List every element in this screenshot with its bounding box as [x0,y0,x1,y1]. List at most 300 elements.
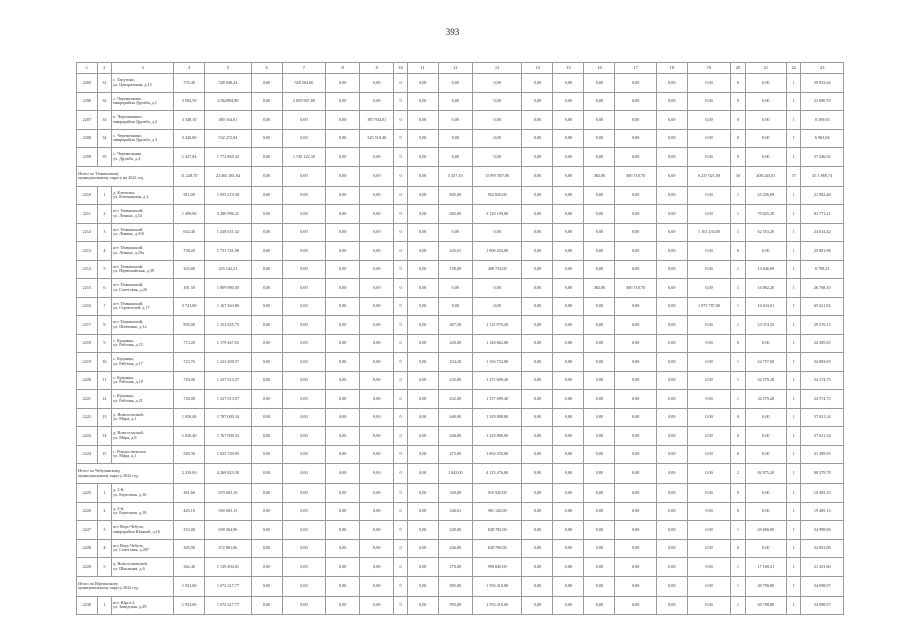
table-cell: 0 [731,502,745,521]
table-cell: 0,00 [745,408,786,427]
table-cell: пгт Тёмкинский, ул. Ленина, д.316 [112,223,174,242]
table-cell: 0,00 [553,74,584,93]
table-cell: 0,00 [282,166,325,186]
table-cell: 9 [97,334,111,353]
table-cell: 0,00 [407,484,438,503]
table-cell: пгт Тёмкинский, ул. Строителей, д.17 [112,297,174,316]
table-cell: 0 [731,74,745,93]
table-cell: 0,00 [251,427,282,446]
table-cell: 0 [731,484,745,503]
table-cell: 2211 [77,205,98,224]
table-cell: 0,00 [584,371,615,390]
table-cell: 0,00 [656,596,687,615]
subtotal-label: Итого по Тёмкинскому муниципальному округу на 2022 год [77,166,174,186]
table-cell: 0,00 [251,74,282,93]
table-cell: 0,00 [282,576,325,596]
table-cell: 0,00 [615,334,656,353]
table-cell: 0,00 [251,316,282,335]
subtotal-label: Итого по Чебулинскому муниципальному округу 2022 год [77,464,174,484]
table-cell: д. Новосельский, ул. Мира, д.1 [112,408,174,427]
table-cell: 0,00 [584,576,615,596]
table-cell: 0,00 [584,111,615,130]
table-cell: 0,00 [687,427,730,446]
table-cell: 0,00 [407,445,438,464]
table-cell: 21 201,60 [801,558,844,577]
table-cell: 0,00 [282,521,325,540]
table-cell: 81 771,21 [801,205,844,224]
table-cell: 0,00 [407,242,438,261]
table-cell: 13 [97,408,111,427]
table-cell: 0,00 [251,186,282,205]
table-cell: 14 [97,427,111,446]
table-cell: 995,00 [438,576,472,596]
table-cell: 1 [787,334,801,353]
table-cell: 0 [394,464,407,484]
table-cell: 0,00 [360,92,394,111]
table-cell: 1 006 254,00 [472,242,522,261]
table-cell: 0,00 [326,74,360,93]
table-cell: 0,00 [615,242,656,261]
table-cell: 2222 [77,408,98,427]
table-cell: 1 [787,596,801,615]
table-cell: 1 [731,558,745,577]
table-cell: 0,00 [360,596,394,615]
table-cell: 15 [97,445,111,464]
table-cell: 0,00 [360,148,394,167]
table-cell: 0,00 [282,279,325,298]
table-cell: 525 510,40 [360,129,394,148]
table-cell: 0,00 [656,390,687,409]
table-cell: 0,00 [407,596,438,615]
table-cell: 0,00 [522,297,553,316]
table-cell: 0,00 [615,316,656,335]
table-cell: 23 374,35 [745,316,786,335]
table-cell: 0,00 [360,521,394,540]
table-cell: 0,00 [522,334,553,353]
table-cell: 6 [97,279,111,298]
table-cell: 0,00 [282,445,325,464]
table-cell: 353,00 [174,521,205,540]
table-cell: 0,00 [282,129,325,148]
table-row [77,186,844,205]
column-header: 6 [251,63,282,74]
table-cell: 0,00 [615,353,656,372]
table-cell: 1 [787,539,801,558]
table-cell: 0,00 [522,445,553,464]
table-cell: 0,00 [360,279,394,298]
table-cell: 0,00 [522,408,553,427]
table-cell: 88 379,78 [801,464,844,484]
table-row [77,558,844,577]
table-cell: 1 [731,205,745,224]
table-cell: 1 [731,297,745,316]
column-header: 13 [472,63,522,74]
table-cell: 0,00 [615,390,656,409]
table-cell: 0,00 [360,223,394,242]
table-cell: 0,00 [326,427,360,446]
table-cell: 999 840,00 [472,558,522,577]
table-cell: 0,00 [656,445,687,464]
table-cell: 0,00 [251,242,282,261]
table-cell: 0,00 [360,297,394,316]
table-cell: 0,00 [407,502,438,521]
table-cell: 1 [731,186,745,205]
table-cell: 0,00 [615,148,656,167]
table-cell: 0,00 [522,484,553,503]
table-cell: 0 [394,502,407,521]
table-cell: 0 [394,445,407,464]
table-cell: 0,00 [656,166,687,186]
table-cell: 0,00 [438,92,472,111]
column-header: 18 [656,63,687,74]
table-cell: 0,00 [282,464,325,484]
table-cell: 0,00 [407,558,438,577]
table-cell: 0,00 [360,576,394,596]
column-header: 22 [787,63,801,74]
table-cell: 1 955 219,58 [205,186,252,205]
table-cell: 1 [787,223,801,242]
table-cell: 0 [731,129,745,148]
table-cell: 0,00 [745,539,786,558]
table-cell: 3 120 199,00 [472,205,522,224]
table-cell: 0,00 [584,353,615,372]
table-cell: 0,00 [615,427,656,446]
table-cell: 32 [97,92,111,111]
table-cell: 0,00 [656,74,687,93]
column-header: 20 [731,63,745,74]
table-cell: 549,36 [174,445,205,464]
table-cell: 4 [97,539,111,558]
table-cell: 0,00 [687,148,730,167]
table-cell: 755,40 [174,74,205,93]
table-cell: 1 740 122,30 [282,148,325,167]
table-cell: 2226 [77,502,98,521]
table-cell: 0,00 [553,260,584,279]
table-cell: 445,10 [174,502,205,521]
table-cell: 0 [731,334,745,353]
table-cell: 6 237 021,00 [687,166,730,186]
table-cell: 0,00 [553,279,584,298]
table-cell: 1 787 009,34 [205,408,252,427]
table-cell: 0,00 [407,521,438,540]
table-cell: 0,00 [553,596,584,615]
table-cell: 0,00 [553,166,584,186]
table-cell: 0,00 [407,148,438,167]
table-cell: 0,00 [584,596,615,615]
table-cell: 658 364,96 [205,521,252,540]
table-cell: 723,76 [174,353,205,372]
table-cell: 0,00 [326,390,360,409]
table-cell: 6 963,84 [801,129,844,148]
table-cell: 0,00 [745,334,786,353]
table-cell: 1 161 234,00 [687,223,730,242]
column-header: 12 [438,63,472,74]
column-header: 23 [801,63,844,74]
table-row [77,111,844,130]
table-cell: 0,00 [522,390,553,409]
table-cell: 0 [394,166,407,186]
table-cell: 0,00 [407,427,438,446]
table-cell: 0,00 [687,484,730,503]
table-cell: 362,40 [174,558,205,577]
table-cell: 0,00 [472,92,522,111]
table-cell: 0,00 [745,484,786,503]
table-cell: 0 [394,353,407,372]
table-cell: 0,00 [584,74,615,93]
table-cell: 0,00 [251,129,282,148]
table-cell: 246,00 [438,539,472,558]
table-cell: 0,00 [326,316,360,335]
table-cell: 0,00 [584,334,615,353]
table-cell: 0,00 [282,353,325,372]
table-cell: 0,00 [656,205,687,224]
table-row [77,596,844,615]
table-cell: 1 731 741,98 [205,242,252,261]
table-cell: 0,00 [553,334,584,353]
table-cell: 1 [787,502,801,521]
data-table [76,62,844,615]
table-cell: 8 [97,316,111,335]
table-cell: 0,00 [326,186,360,205]
table-row [77,371,844,390]
table-cell: 1 593 410,00 [472,576,522,596]
table-cell: 34 579,28 [745,371,786,390]
table-cell: 4 125 476,00 [472,464,522,484]
table-cell: 1 [787,371,801,390]
table-cell: 34 998,96 [801,521,844,540]
table-cell: 0,00 [326,297,360,316]
table-cell: 0 [394,521,407,540]
table-row [77,297,844,316]
table-cell: 811,09 [174,186,205,205]
table-cell: 0 [731,92,745,111]
table-cell: 0,00 [326,334,360,353]
table-cell: 1 [787,316,801,335]
table-cell: 0,00 [615,558,656,577]
table-cell: 672 861,06 [205,539,252,558]
table-cell: 79 025,20 [745,205,786,224]
table-cell: 275,00 [438,445,472,464]
table-cell: 1 036,40 [174,427,205,446]
table-cell: 1 [787,464,801,484]
table-cell: 0 [394,576,407,596]
table-row [77,334,844,353]
table-cell: пгт Тёмкинский, ул. Шевченко, д.1а [112,316,174,335]
table-cell: 0,00 [656,148,687,167]
table-cell: 0,00 [326,260,360,279]
table-cell: 0,00 [282,484,325,503]
table-cell: 2 [97,205,111,224]
table-row [77,539,844,558]
table-cell: 0,00 [553,205,584,224]
table-cell: 0,00 [522,260,553,279]
table-cell: 0,00 [522,353,553,372]
table-cell: 0,00 [407,279,438,298]
table-cell: 24 574,75 [801,390,844,409]
column-header: 21 [745,63,786,74]
table-cell: 1 [731,576,745,596]
table-cell: 0,00 [553,186,584,205]
table-cell: 0,00 [584,242,615,261]
table-cell: 1 [787,558,801,577]
table-cell: 0,00 [282,242,325,261]
table-cell: 10 [97,353,111,372]
table-cell: 0,00 [282,223,325,242]
table-cell: 0,00 [251,353,282,372]
table-cell: 0,00 [407,92,438,111]
table-cell: 0 [394,371,407,390]
table-cell: 0,00 [687,334,730,353]
table-cell: 420,00 [438,334,472,353]
table-cell: 0,00 [326,148,360,167]
table-cell: 2219 [77,353,98,372]
table-cell: 0,00 [687,111,730,130]
table-cell: 0,00 [360,260,394,279]
table-cell: 0,00 [282,334,325,353]
table-cell: 2220 [77,371,98,390]
table-cell: 0,00 [522,223,553,242]
table-header-row [77,63,844,74]
table-cell: 0,00 [326,445,360,464]
column-header: 15 [553,63,584,74]
table-cell: 0,00 [584,260,615,279]
table-cell: 0,00 [251,502,282,521]
table-cell: 0,00 [522,464,553,484]
table-cell: 0,00 [326,129,360,148]
table-cell: 0,00 [584,148,615,167]
table-cell: 39 833,64 [801,74,844,93]
table-cell: 0 [394,539,407,558]
table-row [77,521,844,540]
table-cell: 0,00 [251,408,282,427]
table-cell: 0,00 [553,521,584,540]
table-row [77,279,844,298]
table-cell: 0,00 [282,558,325,577]
table-cell: 0,00 [326,464,360,484]
table-cell: 0 [394,111,407,130]
table-cell: 0,00 [687,464,730,484]
column-header: 8 [326,63,360,74]
table-cell: 0,00 [553,371,584,390]
table-cell: 0,00 [282,316,325,335]
table-cell: 0,00 [656,427,687,446]
table-cell: 0,00 [326,371,360,390]
table-cell: 0,00 [553,502,584,521]
table-cell: 3 741,00 [174,297,205,316]
table-cell: 0,00 [282,186,325,205]
table-cell: 0,00 [522,129,553,148]
table-cell: 0,00 [438,129,472,148]
table-cell: 0,00 [656,521,687,540]
table-cell: 0,00 [522,279,553,298]
table-cell: 0,00 [438,223,472,242]
table-cell: 35 [97,148,111,167]
table-cell: 2208 [77,129,98,148]
table-cell: 0,00 [656,111,687,130]
table-cell: 37 [787,166,801,186]
table-cell: 467,50 [438,316,472,335]
table-cell: 528 504,00 [282,74,325,93]
table-cell: 0,00 [553,316,584,335]
table-cell: 952 826,00 [472,186,522,205]
table-cell: 0 [394,260,407,279]
table-cell: 0,00 [687,186,730,205]
table-cell: 1 237 013,57 [205,371,252,390]
table-cell: 0,00 [438,148,472,167]
table-cell: 490 518,70 [615,166,656,186]
table-cell: 490 518,70 [615,279,656,298]
table-cell: 0,00 [407,353,438,372]
table-cell: 2216 [77,297,98,316]
table-cell: 3 [97,521,111,540]
table-cell: 0,00 [584,502,615,521]
table-cell: 0,00 [656,558,687,577]
table-cell: 2 059 967,80 [282,92,325,111]
table-cell: 3 426,80 [174,129,205,148]
table-cell: 1 [97,484,111,503]
table-cell: 0,00 [326,521,360,540]
table-cell: 0 [731,111,745,130]
table-cell: 0,00 [553,408,584,427]
table-cell: 0,00 [584,92,615,111]
table-row [77,484,844,503]
table-cell: 1 767 009,34 [205,427,252,446]
table-cell: 0,00 [251,445,282,464]
table-cell: 0,00 [251,558,282,577]
table-cell: пгт Верх-Чебула, ул. Советская, д.267 [112,539,174,558]
table-cell: 638 785,00 [472,521,522,540]
table-cell: 720,00 [174,371,205,390]
table-cell: 26 768,10 [801,279,844,298]
table-cell: 270,00 [438,558,472,577]
table-cell: 45 1 869,74 [801,166,844,186]
table-cell: 0,00 [656,279,687,298]
table-cell: 1 179 447,65 [205,334,252,353]
table-cell: 0,00 [282,297,325,316]
table-cell: 491,50 [174,279,205,298]
table-cell: 0,00 [584,129,615,148]
table-cell: 0,00 [360,74,394,93]
table-cell: 0 [394,427,407,446]
table-cell: 0,00 [326,205,360,224]
table-cell: с. Кудинцы, ул. Рабочая, д.15 [112,334,174,353]
table-cell: 19 485,13 [801,502,844,521]
table-cell: 0,00 [251,92,282,111]
table-cell: 0,00 [522,166,553,186]
table-cell: 0,00 [472,111,522,130]
table-cell: 340,00 [438,484,472,503]
table-cell: с. Кудинцы, ул. Рабочая, д.21 [112,390,174,409]
table-cell: 0,00 [584,390,615,409]
table-cell: 1 115 979,49 [472,316,522,335]
table-cell: 0,00 [360,445,394,464]
table-cell: 0,00 [522,539,553,558]
table-cell: 0,00 [522,74,553,93]
table-cell: 0,00 [282,390,325,409]
table-cell: 640,00 [438,427,472,446]
table-cell: 2217 [77,316,98,335]
table-cell: 0,00 [687,390,730,409]
table-cell: 0 [394,92,407,111]
subtotal-label: Итого по Юргинскому муниципальному округу 2022 год [77,576,174,596]
table-cell: 1 [731,353,745,372]
table-cell: 0,00 [251,166,282,186]
table-cell: 24 574,75 [801,371,844,390]
table-cell: 2206 [77,92,98,111]
table-row [77,408,844,427]
table-cell: 49 798,80 [745,596,786,615]
table-cell: 0,00 [407,539,438,558]
